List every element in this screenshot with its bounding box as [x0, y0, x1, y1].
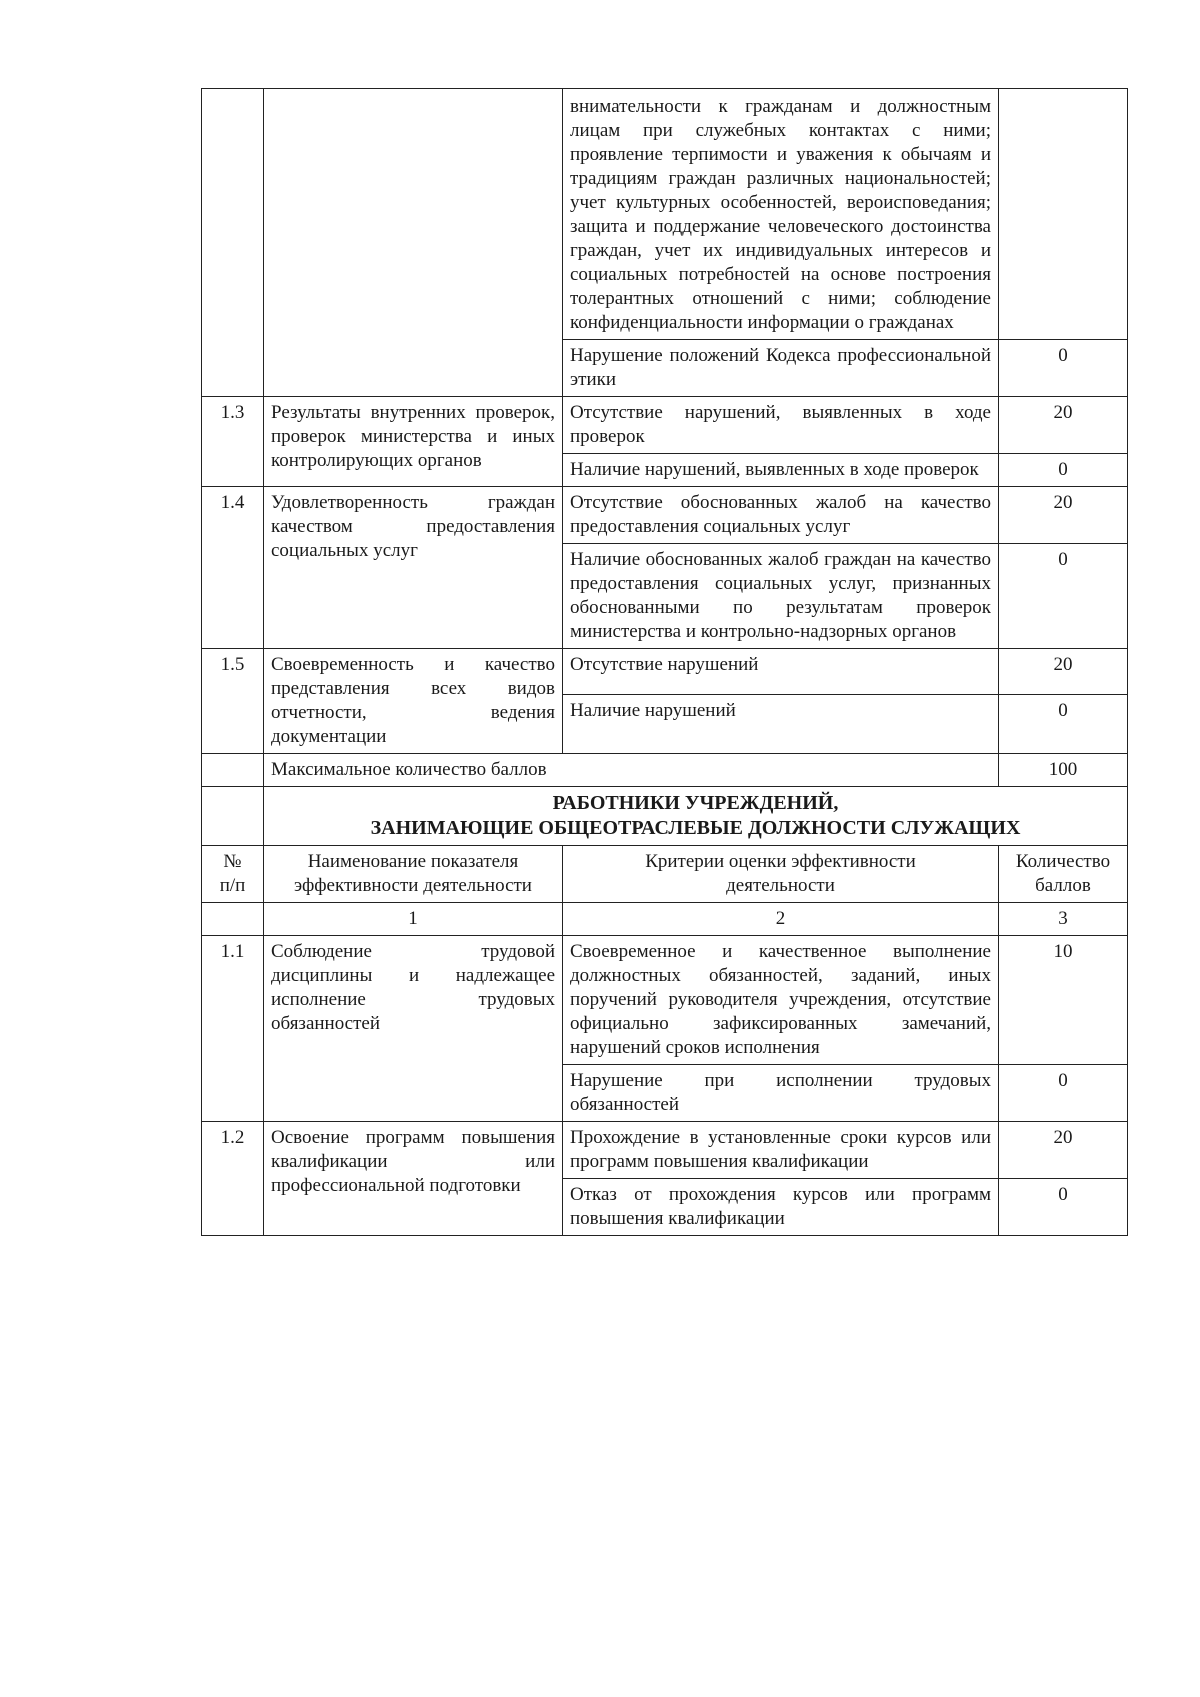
criteria-table	[201, 88, 1128, 1236]
column-index-row	[202, 903, 1128, 936]
section-row	[202, 787, 1128, 846]
criterion-cell: Нарушение при исполнении трудовых обязанностей	[563, 1065, 999, 1122]
score-cell: 20	[999, 1122, 1128, 1179]
criterion-cell: Отсутствие нарушений, выявленных в ходе проверок	[563, 397, 999, 454]
criterion-cell: Отказ от прохождения курсов или программ повышения квалификации	[563, 1179, 999, 1236]
row-number-cell: 1.5	[202, 649, 264, 754]
section-title-line2: ЗАНИМАЮЩИЕ ОБЩЕОТРАСЛЕВЫЕ ДОЛЖНОСТИ СЛУЖАЩИХ	[370, 817, 1021, 839]
row-number-cell: 1.4	[202, 487, 264, 649]
indicator-name-cell: Удовлетворенность граждан качеством предоставления социальных услуг	[264, 487, 563, 649]
score-cell: 0	[999, 454, 1128, 487]
header-text: деятельности	[726, 875, 835, 896]
row-number-cell	[202, 787, 264, 846]
row-number-cell: 1.2	[202, 1122, 264, 1236]
total-row	[202, 754, 1128, 787]
score-cell: 0	[999, 1179, 1128, 1236]
header-row	[202, 846, 1128, 903]
table-row	[202, 89, 1128, 340]
criterion-cell: Прохождение в установленные сроки курсов или программ повышения квалификации	[563, 1122, 999, 1179]
total-label: Максимальное количество баллов	[264, 754, 999, 787]
score-cell: 20	[999, 649, 1128, 695]
header-text: эффективности деятельности	[294, 875, 532, 896]
criterion-cell: Наличие обоснованных жалоб граждан на качество предоставления социальных услуг, признанных обоснованными по результатам проверок министерства и контрольно-надзорных органов	[563, 544, 999, 649]
section-title	[264, 787, 1128, 846]
header-text: Количество	[1015, 851, 1111, 872]
indicator-name-cell: Результаты внутренних проверок, проверок министерства и иных контролирующих органов	[264, 397, 563, 487]
indicator-name-cell: Соблюдение трудовой дисциплины и надлежащее исполнение трудовых обязанностей	[264, 936, 563, 1122]
indicator-name-cell: Освоение программ повышения квалификации или профессиональной подготовки	[264, 1122, 563, 1236]
column-index-cell: 1	[264, 903, 563, 936]
criterion-cell: Нарушение положений Кодекса профессиональной этики	[563, 340, 999, 397]
criterion-cell: Наличие нарушений	[563, 694, 999, 753]
column-index-cell: 3	[999, 903, 1128, 936]
column-header-criteria	[563, 846, 999, 903]
table-row	[202, 487, 1128, 544]
column-index-cell	[202, 903, 264, 936]
row-number-cell: 1.1	[202, 936, 264, 1122]
score-cell	[999, 89, 1128, 340]
header-text: Критерии оценки эффективности	[645, 851, 916, 872]
score-cell: 0	[999, 340, 1128, 397]
column-index-cell: 2	[563, 903, 999, 936]
score-cell: 0	[999, 694, 1128, 753]
column-header-number	[202, 846, 264, 903]
table-row	[202, 649, 1128, 695]
score-cell: 0	[999, 544, 1128, 649]
header-text: п/п	[219, 875, 246, 896]
row-number-cell	[202, 754, 264, 787]
indicator-name-cell: Своевременность и качество представления всех видов отчетности, ведения документации	[264, 649, 563, 754]
section-title-line1: РАБОТНИКИ УЧРЕЖДЕНИЙ,	[552, 792, 839, 814]
column-header-indicator	[264, 846, 563, 903]
criterion-cell: Отсутствие обоснованных жалоб на качество предоставления социальных услуг	[563, 487, 999, 544]
score-cell: 20	[999, 397, 1128, 454]
total-score: 100	[999, 754, 1128, 787]
table-row	[202, 936, 1128, 1065]
table-row	[202, 397, 1128, 454]
criterion-cell: Своевременное и качественное выполнение должностных обязанностей, заданий, иных поручений руководителя учреждения, отсутствие официально зафиксированных замечаний, нарушений сроков исполнения	[563, 936, 999, 1065]
table-row	[202, 1122, 1128, 1179]
criterion-cell: внимательности к гражданам и должностным лицам при служебных контактах с ними; проявление терпимости и уважения к обычаям и традициям граждан различных национальностей; учет культурных особенностей, вероисповедания; защита и поддержание человеческого достоинства граждан, учет их индивидуальных интересов и социальных потребностей на основе построения толерантных отношений с ними; соблюдение конфиденциальности информации о гражданах	[563, 89, 999, 340]
criterion-cell: Наличие нарушений, выявленных в ходе проверок	[563, 454, 999, 487]
indicator-name-cell	[264, 89, 563, 397]
header-text: №	[223, 851, 242, 872]
column-header-score	[999, 846, 1128, 903]
row-number-cell: 1.3	[202, 397, 264, 487]
score-cell: 20	[999, 487, 1128, 544]
header-text: баллов	[1035, 875, 1091, 896]
row-number-cell	[202, 89, 264, 397]
criterion-cell: Отсутствие нарушений	[563, 649, 999, 695]
score-cell: 0	[999, 1065, 1128, 1122]
header-text: Наименование показателя	[307, 851, 519, 872]
score-cell: 10	[999, 936, 1128, 1065]
